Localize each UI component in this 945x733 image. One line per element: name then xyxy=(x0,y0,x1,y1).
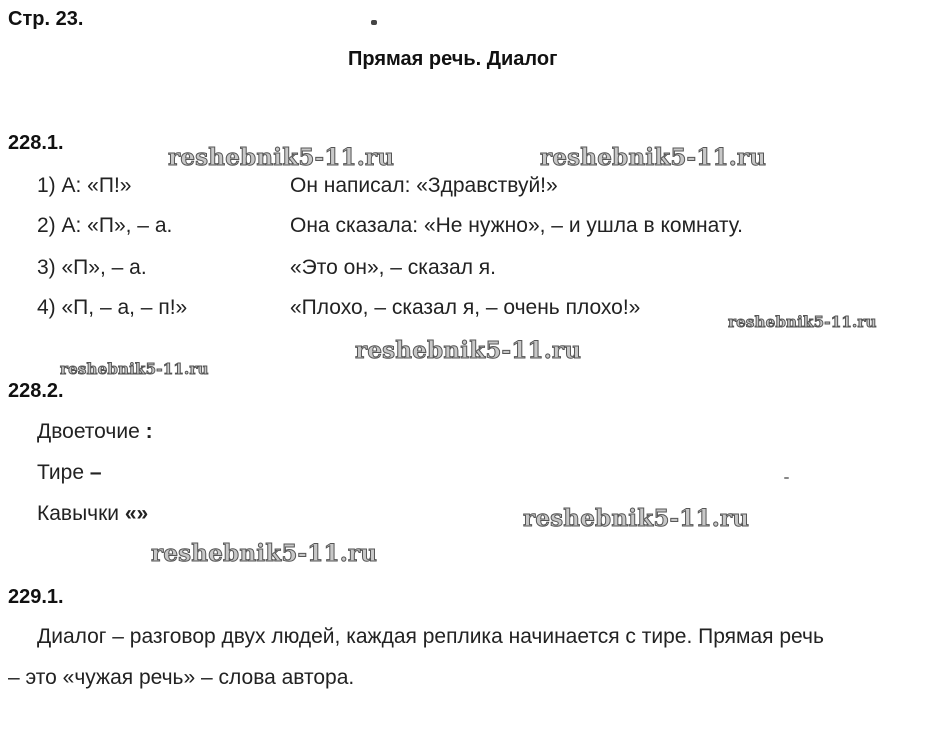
watermark: reshebnik5-11.ru xyxy=(728,313,877,331)
mark-label: Тире xyxy=(37,461,84,484)
watermark: reshebnik5-11.ru xyxy=(355,337,582,364)
scheme-4: 4) «П, – а, – п!» xyxy=(37,296,188,319)
definition-line-2: – это «чужая речь» – слова автора. xyxy=(8,666,355,689)
section-number: 229.1. xyxy=(8,586,64,608)
section-number: 228.1. xyxy=(8,132,64,154)
example-2: Она сказала: «Не нужно», – и ушла в комнату. xyxy=(290,214,743,237)
scheme-2: 2) А: «П», – а. xyxy=(37,214,173,237)
mark-label: Двоеточие xyxy=(37,420,140,443)
watermark: reshebnik5-11.ru xyxy=(151,540,378,567)
example-1: Он написал: «Здравствуй!» xyxy=(290,174,558,197)
watermark: reshebnik5-11.ru xyxy=(168,144,395,171)
mark-colon xyxy=(37,420,153,444)
page-title: Прямая речь. Диалог xyxy=(348,48,558,70)
definition-line-1: Диалог – разговор двух людей, каждая реплика начинается с тире. Прямая речь xyxy=(37,625,824,648)
mark-label: Кавычки xyxy=(37,502,120,525)
mark-symbol: – xyxy=(89,461,102,484)
mark-dash xyxy=(37,461,102,485)
scheme-1: 1) А: «П!» xyxy=(37,174,132,197)
scan-speck xyxy=(784,477,789,479)
page-reference: Стр. 23. xyxy=(8,8,84,30)
mark-symbol: : xyxy=(145,420,153,443)
example-4: «Плохо, – сказал я, – очень плохо!» xyxy=(290,296,641,319)
scheme-3: 3) «П», – а. xyxy=(37,256,147,279)
mark-quotes xyxy=(37,502,148,526)
watermark: reshebnik5-11.ru xyxy=(523,505,750,532)
scan-speck xyxy=(371,20,377,25)
example-3: «Это он», – сказал я. xyxy=(290,256,497,279)
watermark: reshebnik5-11.ru xyxy=(60,360,209,378)
watermark: reshebnik5-11.ru xyxy=(540,144,767,171)
section-number: 228.2. xyxy=(8,380,64,402)
mark-symbol: «» xyxy=(124,502,149,525)
